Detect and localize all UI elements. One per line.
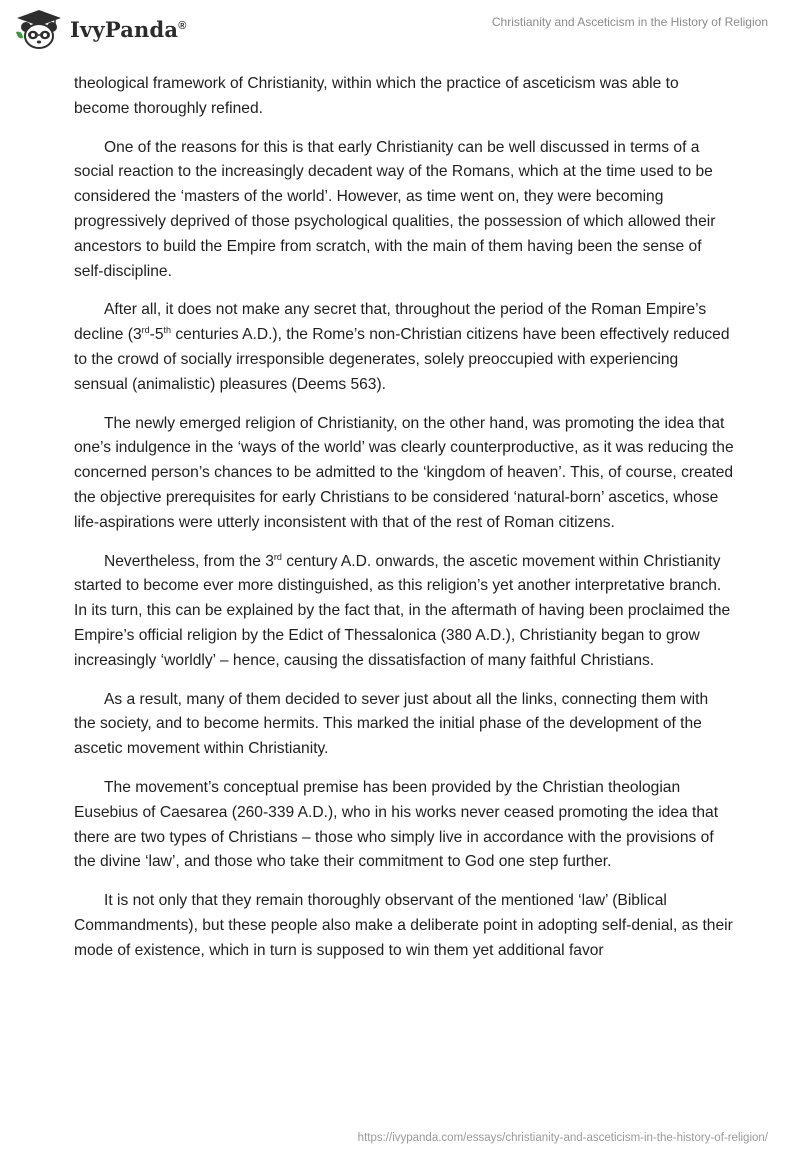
panda-graduation-logo-icon — [14, 8, 64, 50]
paragraph: One of the reasons for this is that early Christianity can be well discussed in terms of a social reaction to the increasingly decadent way of the Romans, which at the time used to be considered the ‘masters of the world’. However, as time went on, they were becoming progressively deprived of those psychological qualities, the possession of which allowed their ancestors to build the Empire from scratch, with the main of them having been the sense of self-discipline. — [74, 138, 716, 280]
paragraph: As a result, many of them decided to sever just about all the links, connecting them with the society, and to become hermits. This marked the initial phase of the development of the ascetic movement within Christianity. — [74, 690, 709, 758]
paragraph: The newly emerged religion of Christianity, on the other hand, was promoting the idea that one’s indulgence in the ‘ways of the world’ was clearly counterproductive, as it was reducing the concerned person’s chances to be admitted to the ‘kingdom of heaven’. This, of course, created the objective prerequisites for early Christians to be considered ‘natural-born’ ascetics, whose life-aspirations were utterly inconsistent with that of the rest of Roman citizens. — [74, 414, 734, 531]
brand-name: IvyPanda® — [70, 16, 187, 42]
document-title: Christianity and Asceticism in the History of Religion — [491, 15, 768, 29]
page-header — [0, 0, 800, 64]
paragraph: Nevertheless, from the 3rd century A.D. onwards, the ascetic movement within Christianity started to become ever more distinguished, as this religion’s yet another interpretative branch. In its turn, this can be explained by the fact that, in the aftermath of having been proclaimed the Empire’s official religion by the Edict of Thessalonica (380 A.D.), Christianity began to grow increasingly ‘worldly’ – hence, causing the dissatisfaction of many faithful Christians. — [74, 551, 731, 669]
paragraph: The movement’s conceptual premise has been provided by the Christian theologian Eusebius of Caesarea (260-339 A.D.), who in his works never ceased promoting the idea that there are two types of Christians – those who simply live in accordance with the provisions of the divine ‘law’, and those who take their commitment to God one step further. — [74, 778, 719, 871]
source-url-link[interactable]: https://ivypanda.com/essays/christianity-and-asceticism-in-the-history-of-religion/ — [357, 1132, 768, 1144]
essay-body — [74, 72, 734, 978]
paragraph: It is not only that they remain thoroughly observant of the mentioned ‘law’ (Biblical Commandments), but these people also make a deliberate point in adopting self-denial, as their mode of existence, which in turn is supposed to win them yet additional favor — [74, 892, 733, 959]
paragraph: theological framework of Christianity, within which the practice of asceticism was able to become thoroughly refined. — [74, 75, 679, 117]
ivypanda-logo[interactable] — [14, 8, 187, 50]
paragraph: After all, it does not make any secret that, throughout the period of the Roman Empire’s decline (3rd-5th centuries A.D.), the Rome’s non-Christian citizens have been effectively reduced to the crowd of socially irresponsible degenerates, solely preoccupied with experiencing sensual (animalistic) pleasures (Deems 563). — [74, 301, 730, 393]
